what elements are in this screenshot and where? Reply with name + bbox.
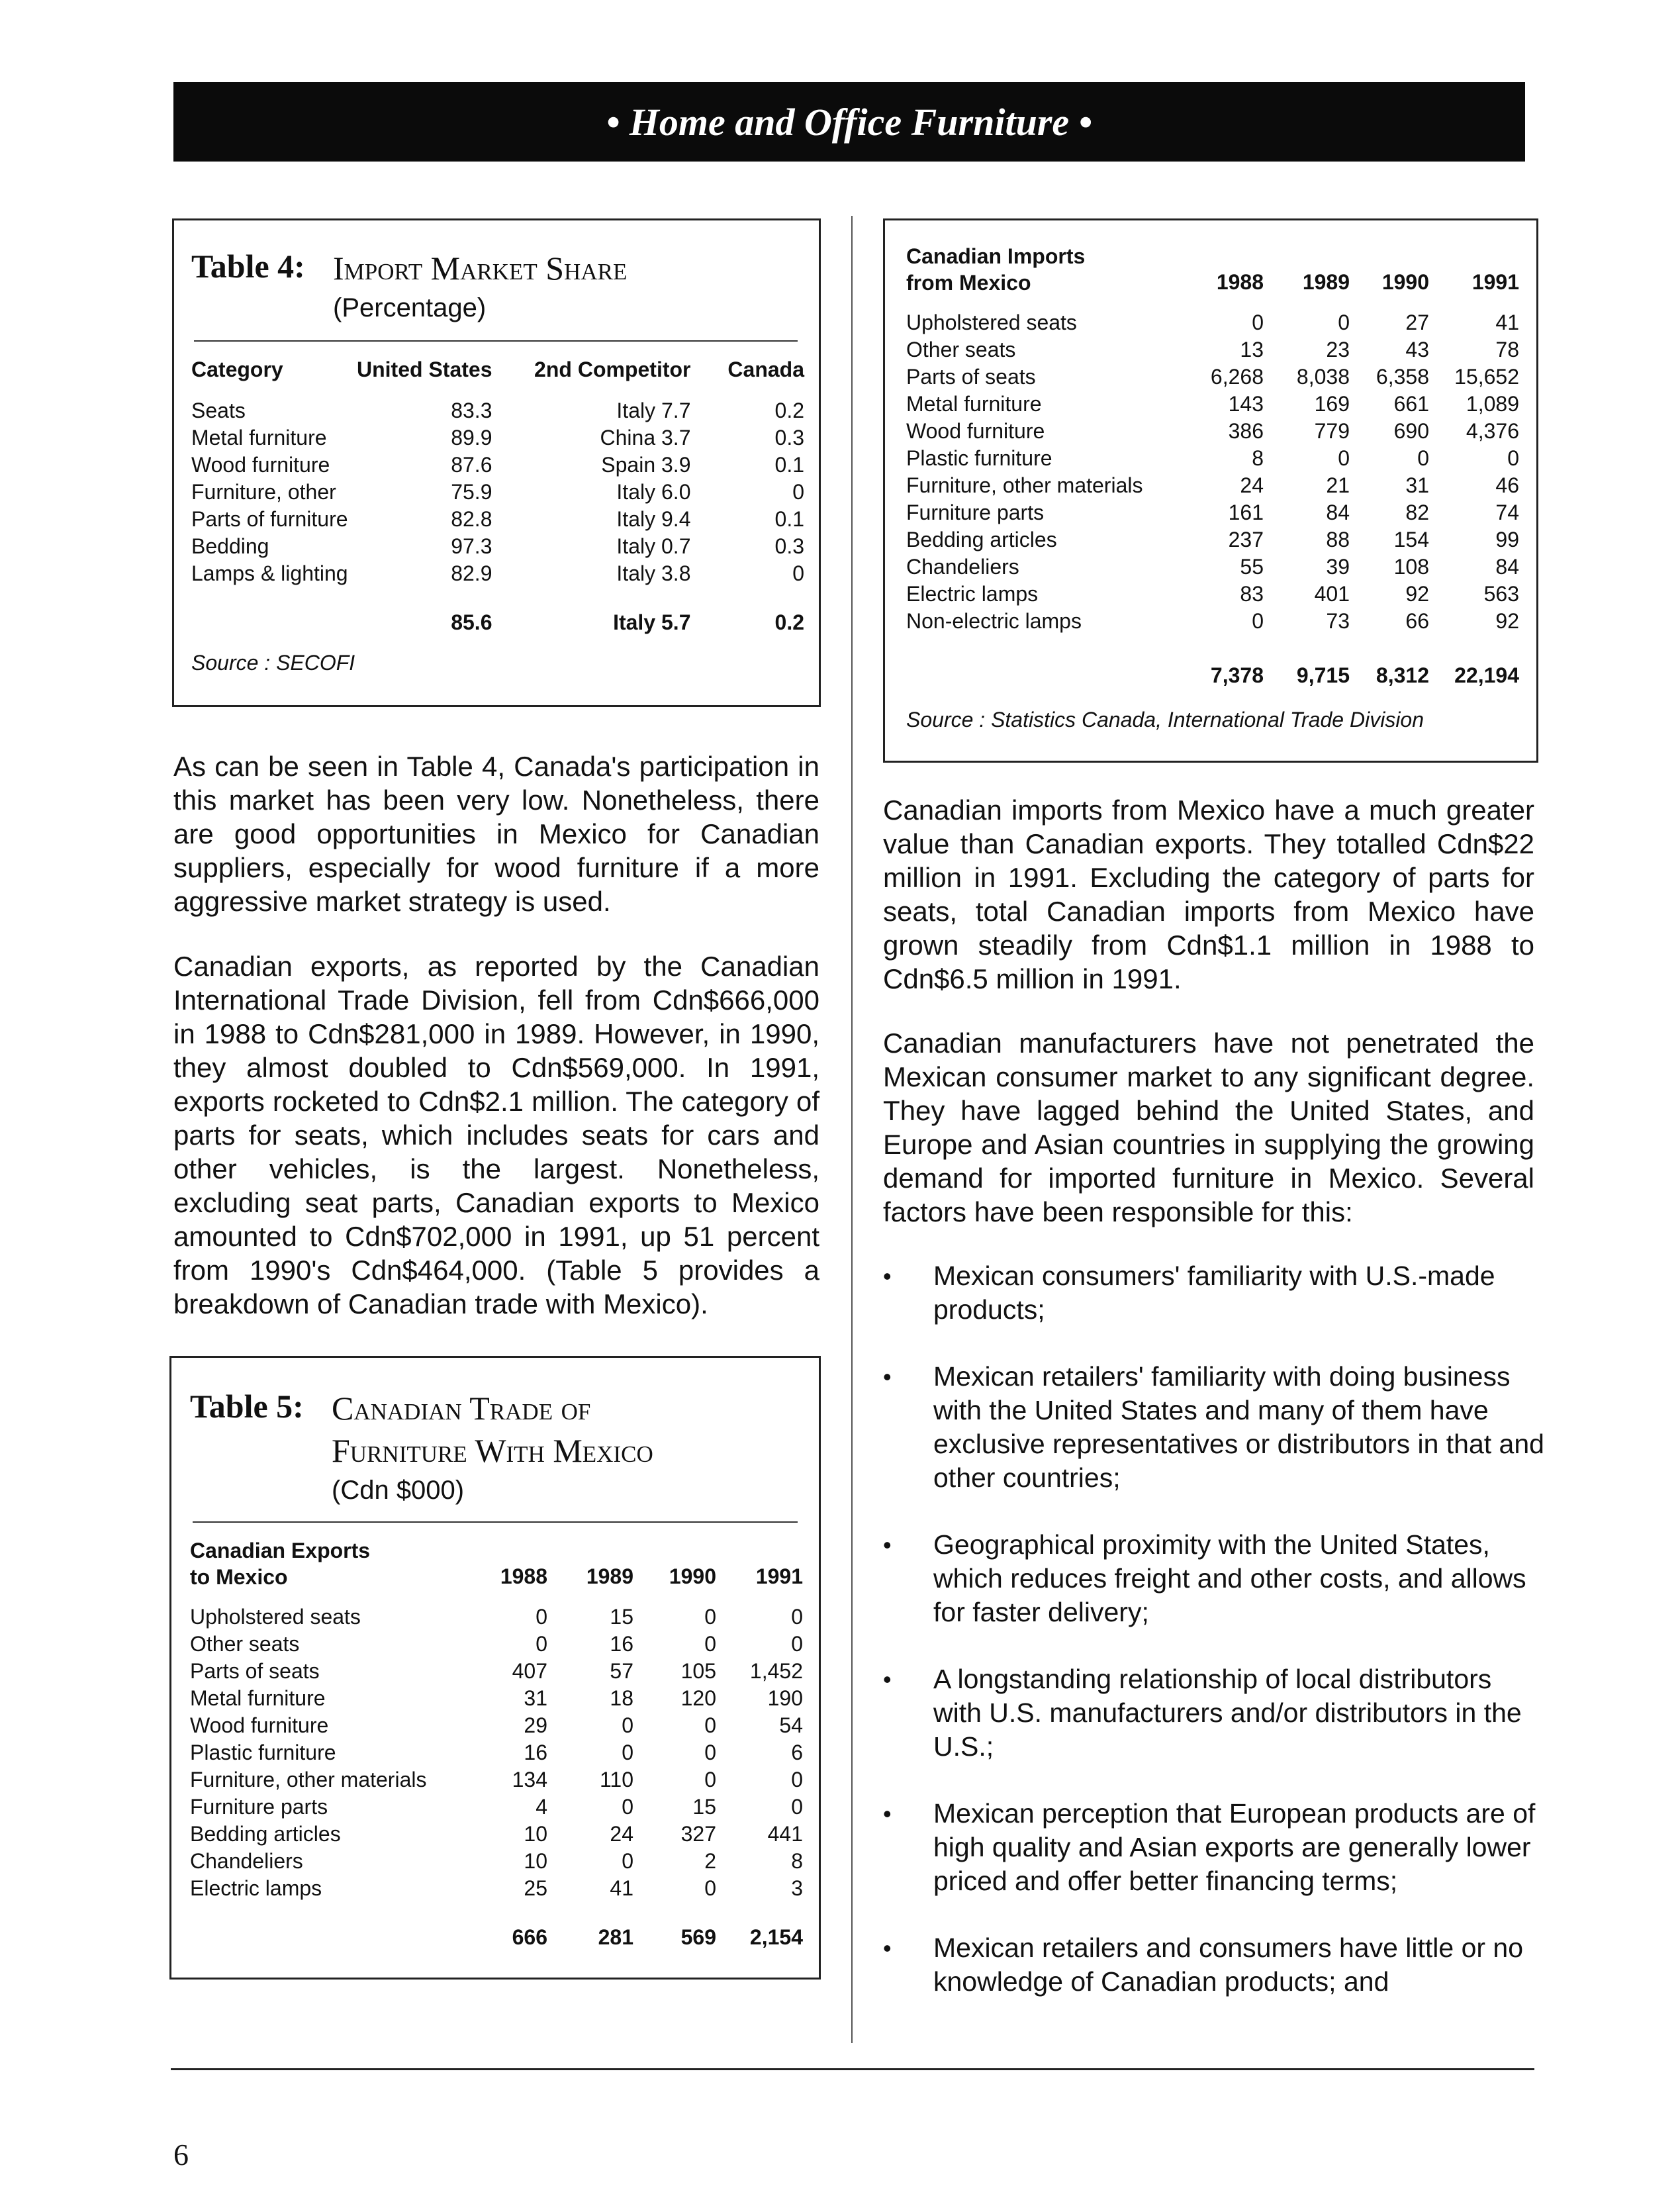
table5-row (190, 1821, 803, 1848)
imports-row (906, 309, 1519, 336)
imports-cell-1990: 0 (1417, 446, 1429, 470)
imports-cell-1991: 0 (1507, 446, 1519, 470)
table5-number: Table 5: (190, 1388, 304, 1425)
table5-cell-category: Chandeliers (190, 1849, 303, 1873)
imports-cell-1991: 46 (1495, 473, 1519, 497)
table5-box (169, 1356, 821, 1980)
imports-cell-1989: 73 (1326, 609, 1350, 633)
table5-cell-1988: 31 (524, 1686, 547, 1710)
table4-col-competitor: 2nd Competitor (534, 358, 691, 381)
table5-cell-1989: 0 (622, 1741, 633, 1764)
table5-cell-1989: 16 (610, 1632, 633, 1656)
imports-row (906, 581, 1519, 608)
table4-cell-us: 82.9 (451, 561, 492, 585)
table5-cell-1990: 0 (704, 1768, 716, 1791)
imports-cell-category: Upholstered seats (906, 310, 1077, 334)
imports-cell-1989: 779 (1314, 419, 1350, 443)
imports-cell-1989: 23 (1326, 338, 1350, 361)
imports-cell-1990: 43 (1405, 338, 1429, 361)
table4-total-row (191, 587, 804, 636)
table5-cell-1989: 18 (610, 1686, 633, 1710)
table5-header-label (190, 1535, 461, 1590)
imports-cell-1990: 6,358 (1376, 365, 1429, 389)
imports-cell-1988: 386 (1228, 419, 1264, 443)
table5-cell-1990: 15 (692, 1795, 716, 1819)
table5-header-line2: to Mexico (190, 1565, 288, 1589)
imports-cell-1990: 82 (1405, 501, 1429, 524)
table5-title (332, 1387, 653, 1472)
bullet-dot-icon: • (883, 1666, 892, 1693)
table5-cell-1991: 8 (791, 1849, 803, 1873)
table5-cell-1990: 0 (704, 1713, 716, 1737)
imports-row (906, 418, 1519, 445)
table4-cell-us: 83.3 (451, 399, 492, 422)
factor-bullet-text: A longstanding relationship of local distributors with U.S. manufacturers and/or distributors in the U.S.; (933, 1664, 1522, 1762)
table4-box (172, 218, 821, 707)
factor-bullet-text: Geographical proximity with the United States, which reduces freight and other costs, and allows for faster delivery; (933, 1529, 1526, 1627)
imports-cell-category: Wood furniture (906, 419, 1045, 443)
table5-cell-1988: 134 (512, 1768, 547, 1791)
table5-cell-category: Furniture, other materials (190, 1768, 427, 1791)
table5-total-row (190, 1902, 803, 1951)
table5-cell-category: Furniture parts (190, 1795, 328, 1819)
table5-row (190, 1658, 803, 1685)
imports-cell-category: Electric lamps (906, 582, 1039, 606)
table5-cell-1988: 407 (512, 1659, 547, 1683)
imports-year-1988: 1988 (1216, 270, 1264, 294)
section-banner: • Home and Office Furniture • (173, 82, 1525, 162)
table5-year-1990: 1990 (669, 1564, 716, 1588)
imports-cell-1991: 74 (1495, 501, 1519, 524)
imports-cell-1990: 661 (1393, 392, 1429, 416)
table5-total-1988: 666 (512, 1925, 547, 1949)
table4-cell-us: 87.6 (451, 453, 492, 477)
imports-cell-1991: 99 (1495, 528, 1519, 551)
imports-cell-1991: 1,089 (1466, 392, 1519, 416)
table5-row (190, 1631, 803, 1658)
imports-cell-1989: 39 (1326, 555, 1350, 579)
imports-cell-1991: 84 (1495, 555, 1519, 579)
table5-cell-1989: 0 (622, 1713, 633, 1737)
imports-cell-1988: 55 (1240, 555, 1264, 579)
imports-grid (906, 240, 1519, 689)
imports-total-row (906, 635, 1519, 689)
imports-total-1988: 7,378 (1210, 663, 1264, 687)
imports-cell-category: Parts of seats (906, 365, 1036, 389)
table5-row (190, 1603, 803, 1631)
left-paragraph-1: As can be seen in Table 4, Canada's participation in this market has been very low. Nonetheless, there are good opportunities in Mexico for Canadian suppliers, especially for wood furniture if a more aggressive market strategy is used. (173, 751, 819, 917)
imports-total-1990: 8,312 (1376, 663, 1429, 687)
table5-cell-1991: 0 (791, 1605, 803, 1629)
imports-row (906, 445, 1519, 472)
table4-source: Source : SECOFI (191, 651, 355, 675)
table5-cell-1989: 0 (622, 1795, 633, 1819)
factor-bullet-item (883, 1797, 1545, 1898)
imports-cell-1989: 0 (1338, 310, 1350, 334)
table4-col-us: United States (357, 358, 492, 381)
column-divider (851, 216, 853, 2043)
factor-bullet-item (883, 1528, 1545, 1629)
table4-cell-us: 82.8 (451, 507, 492, 531)
table4-subtitle: (Percentage) (333, 293, 487, 322)
imports-cell-1991: 4,376 (1466, 419, 1519, 443)
imports-cell-1989: 401 (1314, 582, 1350, 606)
table4-number: Table 4: (191, 248, 305, 285)
bullet-dot-icon: • (883, 1263, 892, 1290)
left-paragraph-2: Canadian exports, as reported by the Canadian International Trade Division, fell from Cdn$666,000 in 1988 to Cdn$281,000 in 1989. However, in 1990, they almost doubled to Cdn$569,000. In 1991, exports rocketed to Cdn$2.1 million. The category of parts for seats, which includes seats for cars and other vehicles, is the largest. Nonetheless, excluding seat parts, Canadian exports to Mexico amounted to Cdn$702,000 in 1991, up 51 percent from 1990's Cdn$464,000. (Table 5 provides a breakdown of Canadian trade with Mexico). (173, 951, 819, 1319)
right-paragraph-1: Canadian imports from Mexico have a much greater value than Canadian exports. They totalled Cdn$22 million in 1991. Excluding the category of parts for seats, total Canadian imports from Mexico have grown steadily from Cdn$1.1 million in 1988 to Cdn$6.5 million in 1991. (883, 794, 1534, 994)
table5-grid (190, 1535, 803, 1951)
bullet-dot-icon: • (883, 1531, 892, 1558)
table5-row (190, 1766, 803, 1793)
factor-bullet-item (883, 1259, 1545, 1327)
table4-heading (191, 247, 806, 289)
table4-row (191, 560, 804, 587)
table5-cell-1991: 3 (791, 1876, 803, 1900)
table5-cell-category: Bedding articles (190, 1822, 341, 1846)
factor-bullet-item (883, 1662, 1545, 1764)
table5-header-line1: Canadian Exports (190, 1539, 371, 1562)
table4-cell-canada: 0.1 (774, 453, 804, 477)
table5-cell-category: Parts of seats (190, 1659, 320, 1683)
table5-cell-1989: 0 (622, 1849, 633, 1873)
table4-header-row (191, 356, 804, 397)
table5-cell-1989: 41 (610, 1876, 633, 1900)
table5-title-line1: Canadian Trade of (332, 1390, 591, 1427)
imports-cell-category: Non-electric lamps (906, 609, 1082, 633)
table4-col-category: Category (191, 358, 283, 381)
table5-cell-1991: 0 (791, 1795, 803, 1819)
table4-cell-canada: 0.2 (774, 399, 804, 422)
table5-cell-1990: 0 (704, 1632, 716, 1656)
imports-row (906, 363, 1519, 391)
imports-cell-category: Chandeliers (906, 555, 1019, 579)
table5-cell-1988: 25 (524, 1876, 547, 1900)
factor-bullet-item (883, 1360, 1545, 1495)
imports-year-1990: 1990 (1381, 270, 1429, 294)
imports-total-1991: 22,194 (1454, 663, 1519, 687)
factor-bullet-item (883, 1931, 1545, 1999)
table4-cell-canada: 0 (792, 561, 804, 585)
table5-cell-1989: 15 (610, 1605, 633, 1629)
table4-row (191, 506, 804, 533)
factor-bullet-text: Mexican retailers and consumers have little or no knowledge of Canadian products; and (933, 1933, 1524, 1997)
imports-cell-1991: 41 (1495, 310, 1519, 334)
table5-cell-1989: 57 (610, 1659, 633, 1683)
factor-bullet-text: Mexican perception that European products are of high quality and Asian exports are generally lower priced and offer better financing terms; (933, 1798, 1536, 1896)
table5-cell-1988: 4 (536, 1795, 547, 1819)
table5-total-1990: 569 (680, 1925, 716, 1949)
table5-cell-1990: 0 (704, 1876, 716, 1900)
table5-rule (193, 1521, 798, 1523)
table5-year-1991: 1991 (755, 1564, 803, 1588)
table4-cell-competitor: Italy 9.4 (616, 507, 691, 531)
imports-source: Source : Statistics Canada, International Trade Division (906, 708, 1424, 732)
table5-cell-1988: 16 (524, 1741, 547, 1764)
factor-bullet-text: Mexican retailers' familiarity with doing business with the United States and many of them have exclusive representatives or distributors in that and other countries; (933, 1361, 1544, 1493)
table4-cell-competitor: China 3.7 (600, 426, 691, 450)
imports-cell-1991: 92 (1495, 609, 1519, 633)
imports-cell-1989: 84 (1326, 501, 1350, 524)
table5-cell-1991: 1,452 (749, 1659, 803, 1683)
imports-total-1989: 9,715 (1296, 663, 1350, 687)
table4-cell-us: 89.9 (451, 426, 492, 450)
table5-cell-1990: 0 (704, 1605, 716, 1629)
table4-title: Import Market Share (333, 250, 628, 287)
table5-cell-category: Plastic furniture (190, 1741, 336, 1764)
right-paragraph-2: Canadian manufacturers have not penetrated the Mexican consumer market to any significant degree. They have lagged behind the United States, and Europe and Asian countries in supplying the growing demand for imported furniture in Mexico. Several factors have been responsible for this: (883, 1027, 1534, 1227)
imports-cell-1988: 237 (1228, 528, 1264, 551)
imports-cell-1988: 0 (1252, 609, 1264, 633)
factor-bullet-text: Mexican consumers' familiarity with U.S.-made products; (933, 1261, 1495, 1325)
table5-title-line2: Furniture With Mexico (332, 1432, 653, 1469)
table4-cell-canada: 0.3 (774, 534, 804, 558)
table4-row (191, 397, 804, 424)
table4-rule (194, 340, 798, 342)
table4-cell-category: Wood furniture (191, 453, 330, 477)
table5-row (190, 1848, 803, 1875)
imports-header-label (906, 240, 1178, 296)
imports-cell-1988: 161 (1228, 501, 1264, 524)
table4-total-us: 85.6 (451, 610, 492, 634)
table5-cell-1991: 54 (779, 1713, 803, 1737)
imports-row (906, 336, 1519, 363)
table5-cell-1988: 0 (536, 1605, 547, 1629)
table5-cell-1990: 0 (704, 1741, 716, 1764)
table5-row (190, 1739, 803, 1766)
table5-cell-category: Other seats (190, 1632, 300, 1656)
table4-row (191, 452, 804, 479)
table5-cell-1988: 0 (536, 1632, 547, 1656)
imports-cell-1991: 563 (1483, 582, 1519, 606)
table4-row (191, 533, 804, 560)
table4-cell-competitor: Spain 3.9 (601, 453, 691, 477)
table4-cell-category: Lamps & lighting (191, 561, 348, 585)
imports-cell-category: Plastic furniture (906, 446, 1052, 470)
imports-cell-category: Other seats (906, 338, 1016, 361)
table5-cell-category: Upholstered seats (190, 1605, 361, 1629)
table5-cell-1991: 0 (791, 1632, 803, 1656)
table5-row (190, 1875, 803, 1902)
imports-cell-1988: 0 (1252, 310, 1264, 334)
table4-cell-category: Furniture, other (191, 480, 336, 504)
table4-cell-competitor: Italy 7.7 (616, 399, 691, 422)
table4-cell-competitor: Italy 0.7 (616, 534, 691, 558)
table5-row (190, 1712, 803, 1739)
imports-cell-1989: 21 (1326, 473, 1350, 497)
imports-cell-category: Furniture, other materials (906, 473, 1143, 497)
table5-cell-category: Electric lamps (190, 1876, 322, 1900)
imports-header-line2: from Mexico (906, 271, 1031, 295)
imports-cell-1988: 8 (1252, 446, 1264, 470)
table5-year-1989: 1989 (586, 1564, 633, 1588)
imports-row (906, 391, 1519, 418)
table4-row (191, 479, 804, 506)
imports-row (906, 499, 1519, 526)
table5-cell-1991: 441 (767, 1822, 803, 1846)
table5-cell-1988: 29 (524, 1713, 547, 1737)
table5-cell-1990: 327 (680, 1822, 716, 1846)
imports-row (906, 526, 1519, 553)
table5-cell-1988: 10 (524, 1822, 547, 1846)
table5-row (190, 1685, 803, 1712)
table4-cell-canada: 0.1 (774, 507, 804, 531)
imports-cell-1988: 24 (1240, 473, 1264, 497)
table5-cell-1990: 120 (680, 1686, 716, 1710)
imports-cell-1990: 690 (1393, 419, 1429, 443)
table5-cell-1988: 10 (524, 1849, 547, 1873)
imports-cell-1991: 15,652 (1454, 365, 1519, 389)
imports-cell-1988: 6,268 (1210, 365, 1264, 389)
imports-cell-1989: 169 (1314, 392, 1350, 416)
table5-cell-1990: 105 (680, 1659, 716, 1683)
table4-cell-us: 97.3 (451, 534, 492, 558)
table5-year-1988: 1988 (500, 1564, 547, 1588)
table4-total-competitor: Italy 5.7 (613, 610, 691, 634)
imports-cell-1990: 108 (1393, 555, 1429, 579)
table4-col-canada: Canada (727, 358, 804, 381)
factor-bullet-list (883, 1259, 1545, 2032)
bullet-dot-icon: • (883, 1363, 892, 1390)
imports-cell-1990: 154 (1393, 528, 1429, 551)
bullet-dot-icon: • (883, 1934, 892, 1962)
table5-cell-1989: 110 (599, 1768, 633, 1791)
imports-cell-category: Furniture parts (906, 501, 1045, 524)
imports-year-1989: 1989 (1302, 270, 1350, 294)
imports-cell-1990: 92 (1405, 582, 1429, 606)
imports-cell-category: Metal furniture (906, 392, 1042, 416)
table4-cell-category: Seats (191, 399, 246, 422)
table5-cell-1991: 6 (791, 1741, 803, 1764)
table5-cell-1991: 0 (791, 1768, 803, 1791)
table5-heading (190, 1387, 806, 1472)
imports-row (906, 472, 1519, 499)
imports-cell-1988: 143 (1228, 392, 1264, 416)
imports-cell-1988: 83 (1240, 582, 1264, 606)
imports-cell-1988: 13 (1240, 338, 1264, 361)
imports-header-line1: Canadian Imports (906, 244, 1086, 268)
footer-rule (171, 2068, 1534, 2070)
imports-cell-1990: 27 (1405, 310, 1429, 334)
table5-subtitle: (Cdn $000) (332, 1476, 465, 1505)
table5-total-1991: 2,154 (749, 1925, 803, 1949)
table5-cell-1989: 24 (610, 1822, 633, 1846)
table5-cell-category: Wood furniture (190, 1713, 329, 1737)
table4-cell-canada: 0 (792, 480, 804, 504)
table4-row (191, 424, 804, 452)
imports-cell-1989: 88 (1326, 528, 1350, 551)
imports-header-row (906, 240, 1519, 296)
imports-cell-category: Bedding articles (906, 528, 1057, 551)
imports-row (906, 608, 1519, 635)
table5-header-row (190, 1535, 803, 1590)
table5-cell-1990: 2 (704, 1849, 716, 1873)
table4-cell-us: 75.9 (451, 480, 492, 504)
table4-cell-competitor: Italy 6.0 (616, 480, 691, 504)
imports-cell-1990: 31 (1405, 473, 1429, 497)
table4-cell-category: Metal furniture (191, 426, 327, 450)
imports-row (906, 553, 1519, 581)
imports-cell-1990: 66 (1405, 609, 1429, 633)
table4-cell-competitor: Italy 3.8 (616, 561, 691, 585)
table4-total-canada: 0.2 (774, 610, 804, 634)
imports-cell-1989: 8,038 (1296, 365, 1350, 389)
table4-grid (191, 356, 804, 636)
table5-cell-1991: 190 (767, 1686, 803, 1710)
page-number: 6 (173, 2138, 189, 2172)
table5-total-1989: 281 (598, 1925, 633, 1949)
imports-cell-1991: 78 (1495, 338, 1519, 361)
table5-row (190, 1793, 803, 1821)
imports-cell-1989: 0 (1338, 446, 1350, 470)
bullet-dot-icon: • (883, 1800, 892, 1827)
table5-cell-category: Metal furniture (190, 1686, 326, 1710)
imports-table-box (883, 218, 1538, 763)
table4-cell-category: Parts of furniture (191, 507, 348, 531)
table4-cell-canada: 0.3 (774, 426, 804, 450)
imports-year-1991: 1991 (1471, 270, 1519, 294)
table4-cell-category: Bedding (191, 534, 269, 558)
